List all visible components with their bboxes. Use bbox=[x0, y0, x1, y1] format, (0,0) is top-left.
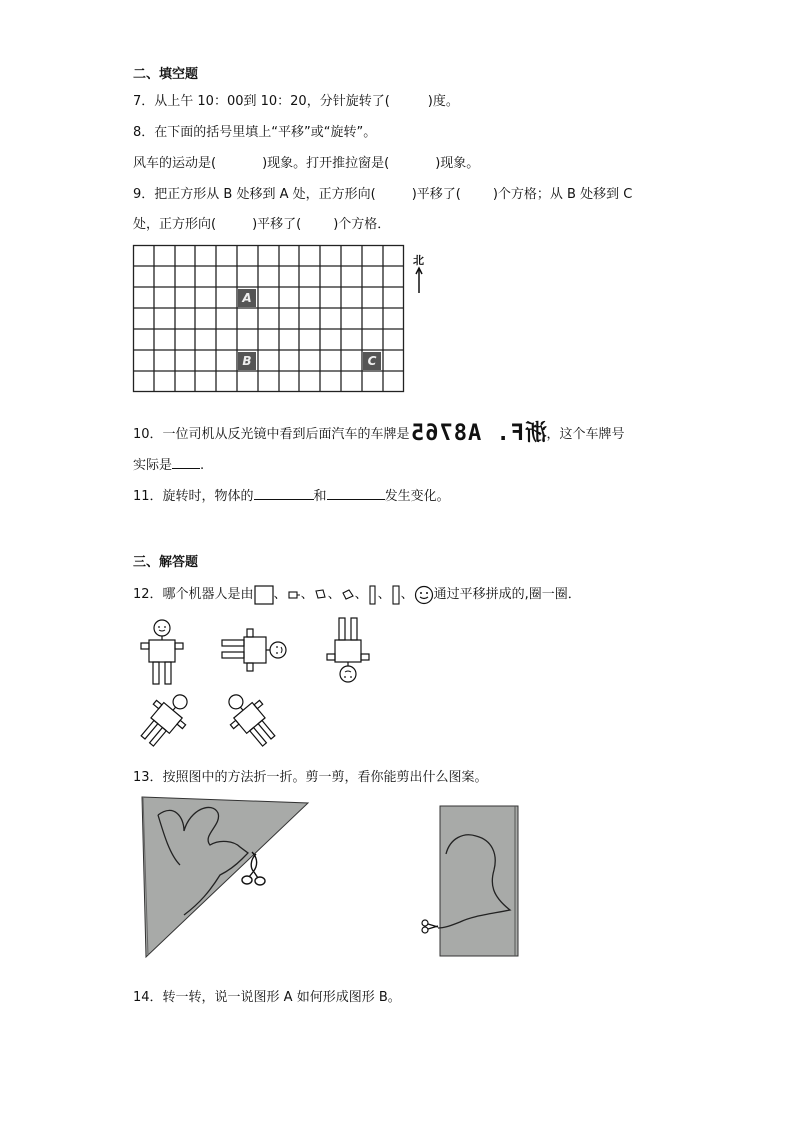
tall-rect-icon-2 bbox=[391, 584, 401, 606]
question-7 bbox=[133, 90, 459, 109]
q12-text-a: 12．哪个机器人是由 bbox=[133, 587, 254, 602]
q7-text: 7．从上午 10：00到 10：20，分针旋转了( bbox=[133, 94, 390, 109]
q11-text-a: 11．旋转时，物体的 bbox=[133, 489, 254, 504]
smiley-face-icon bbox=[414, 585, 434, 605]
q9-text-f: )个方格． bbox=[333, 217, 391, 232]
q8-window-text: )现象。打开推拉窗是( bbox=[262, 156, 390, 171]
scissors-icon bbox=[238, 850, 268, 892]
section-heading-answer: 三、解答题 bbox=[133, 555, 199, 570]
q10-text-a: 10．一位司机从反光镜中看到后面汽车的车牌是 bbox=[133, 427, 410, 442]
robot-5-tilted[interactable] bbox=[218, 690, 286, 752]
question-12 bbox=[133, 583, 581, 606]
tilted-rect-icon-2 bbox=[341, 588, 355, 602]
q12-sep-6: 、 bbox=[400, 587, 414, 602]
question-10 bbox=[133, 416, 625, 447]
folded-rectangle-paper bbox=[420, 804, 524, 960]
q9-text-c: )个方格；从 B 处移到 C bbox=[492, 187, 633, 202]
q9-text-b: )平移了( bbox=[411, 187, 461, 202]
question-8: 8．在下面的括号里填上“平移”或“旋转”。 bbox=[133, 125, 377, 140]
q11-text-c: 发生变化。 bbox=[384, 489, 450, 504]
q9-text-a: 9．把正方形从 B 处移到 A 处，正方形向( bbox=[133, 187, 376, 202]
q12-text-b: 通过平移拼成的,圈一圈． bbox=[433, 587, 581, 602]
q12-sep-3: 、 bbox=[327, 587, 341, 602]
robot-4-tilted[interactable] bbox=[130, 690, 198, 752]
question-9-line2 bbox=[133, 213, 390, 232]
mirrored-license-plate: 浙F. A8765 bbox=[409, 421, 547, 446]
robot-3-upside-down[interactable] bbox=[326, 616, 370, 688]
question-14: 14．转一转，说一说图形 A 如何形成图形 B。 bbox=[133, 990, 401, 1005]
folded-triangle-paper bbox=[140, 795, 312, 960]
q8-tail: )现象。 bbox=[435, 156, 480, 171]
large-square-icon bbox=[254, 585, 274, 605]
q10-answer-blank[interactable] bbox=[172, 456, 200, 469]
q10-text-b: ，这个车牌号 bbox=[546, 427, 625, 442]
square-c: C bbox=[363, 352, 381, 370]
robot-1-upright[interactable] bbox=[140, 618, 184, 686]
question-10-line2 bbox=[133, 454, 204, 473]
question-11 bbox=[133, 485, 450, 504]
q7-tail: )度。 bbox=[427, 94, 459, 109]
q11-text-b: 和 bbox=[313, 489, 327, 504]
question-9 bbox=[133, 183, 632, 202]
section-heading-fill-blank: 二、填空题 bbox=[133, 67, 199, 82]
q10-text-c: 实际是 bbox=[133, 458, 173, 473]
tall-rect-icon-1 bbox=[368, 584, 378, 606]
q9-text-d: 处，正方形向( bbox=[133, 217, 217, 232]
q10-tail: . bbox=[200, 458, 205, 473]
tilted-rect-icon-1 bbox=[314, 588, 328, 602]
q9-grid bbox=[133, 245, 405, 393]
q9-text-e: )平移了( bbox=[252, 217, 302, 232]
robot-2-sideways[interactable] bbox=[220, 628, 292, 672]
square-a: A bbox=[238, 289, 256, 307]
north-label: 北 bbox=[413, 254, 424, 267]
q11-blank-2[interactable] bbox=[327, 487, 385, 500]
north-arrow-icon bbox=[414, 266, 424, 294]
scissors-icon bbox=[420, 916, 440, 936]
small-rect-icon bbox=[287, 588, 301, 602]
q12-sep-5: 、 bbox=[377, 587, 391, 602]
question-13: 13．按照图中的方法折一折。剪一剪，看你能剪出什么图案。 bbox=[133, 770, 488, 785]
q12-sep-4: 、 bbox=[354, 587, 368, 602]
q11-blank-1[interactable] bbox=[254, 487, 314, 500]
q8-windmill-text: 风车的运动是( bbox=[133, 156, 217, 171]
q12-sep-2: 、 bbox=[300, 587, 314, 602]
square-b: B bbox=[238, 352, 256, 370]
q12-sep-1: 、 bbox=[273, 587, 287, 602]
question-8-line2 bbox=[133, 152, 479, 171]
